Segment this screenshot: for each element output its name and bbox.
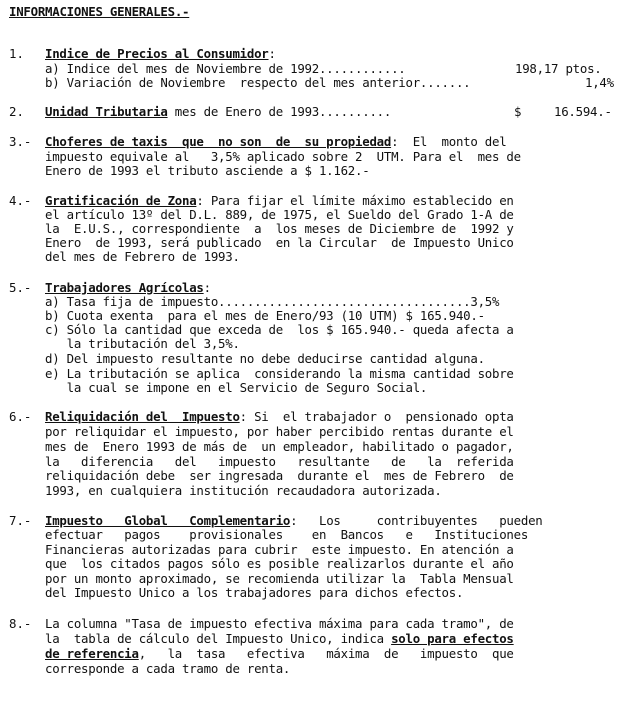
section-4-line-5: del mes de Febrero de 1993. [45,249,240,264]
section-7-line-5: por un monto aproximado, se recomienda utilizar la Tabla Mensual [45,571,514,586]
section-7-heading: Impuesto Global Complementario [45,513,291,528]
section-5-colon: : [203,280,211,295]
section-8-line-2-text: la tabla de cálculo del Impuesto Unico, indica [45,631,392,646]
section-6-line-3: mes de Enero 1993 de más de un empleador, habilitado o pagador, [45,439,514,454]
section-8-line-1: La columna "Tasa de impuesto efectiva máxima para cada tramo", de [45,616,514,631]
section-7-line-1-rest: : Los contribuyentes pueden [290,513,543,528]
section-4-line-3: la E.U.S., correspondiente a los meses de Diciembre de 1992 y [45,221,514,236]
section-5-heading-line [45,281,211,295]
section-8-line-3 [45,647,514,661]
section-5-item-e-line-2: la cual se impone en el Servicio de Seguro Social. [45,380,428,395]
section-5-item-b: b) Cuota exenta para el mes de Enero/93 (10 UTM) $ 165.940.- [45,308,485,323]
section-1-colon: : [268,46,276,61]
section-8-emphasis-1: solo para efectos [391,631,514,646]
section-1-item-b-label: b) Variación de Noviembre respecto del mes anterior....... [45,75,471,90]
section-6-line-4: la diferencia del impuesto resultante de la referida [45,454,514,469]
section-3-number: 3.- [9,134,32,149]
section-7-line-3: Financieras autorizadas para cubrir este impuesto. En atención a [45,542,514,557]
section-6-heading: Reliquidación del Impuesto [45,409,240,424]
section-4-number: 4.- [9,193,32,208]
section-7-line-2: efectuar pagos provisionales en Bancos e Instituciones [45,527,529,542]
section-4-line-4: Enero de 1993, será publicado en la Circular de Impuesto Unico [45,235,514,250]
section-6-number: 6.- [9,409,32,424]
section-2-heading: Unidad Tributaria [45,104,168,119]
section-6-line-5: reliquidación debe ser ingresada durante el mes de Febrero de [45,468,514,483]
section-5-item-c-line-1: c) Sólo la cantidad que exceda de los $ 165.940.- queda afecta a [45,322,514,337]
section-6-line-1-rest: : Si el trabajador o pensionado opta [239,409,514,424]
section-5-heading: Trabajadores Agrícolas [45,280,204,295]
section-1-item-a-value: 198,17 ptos. [515,61,602,76]
section-1-item-a-label: a) Indice del mes de Noviembre de 1992............ [45,61,406,76]
section-7-line-4: que los citados pagos sólo es posible realizarlos durante el año [45,556,514,571]
section-7-line-6: del Impuesto Unico a los trabajadores para dichos efectos. [45,585,464,600]
section-4-line-1-rest: : Para fijar el límite máximo establecido en [196,193,514,208]
section-8-line-3-rest: , la tasa efectiva máxima de impuesto que [138,646,514,661]
section-7-line-1 [45,514,542,528]
section-8-line-4: corresponde a cada tramo de renta. [45,661,291,676]
section-4-heading: Gratificación de Zona [45,193,197,208]
document-title: INFORMACIONES GENERALES.- [9,4,190,19]
section-6-line-1 [45,410,514,424]
section-3-line-3: Enero de 1993 el tributo asciende a $ 1.162.- [45,163,370,178]
section-2-number: 2. [9,104,24,119]
section-2-currency: $ [514,104,522,119]
section-3-line-1-rest: : El monto del [391,134,507,149]
section-2-text: mes de Enero de 1993.......... [167,104,392,119]
section-2-line [45,105,391,119]
section-3-heading: Choferes de taxis que no son de su propiedad [45,134,392,149]
section-1-heading-line [45,47,276,61]
section-5-number: 5.- [9,280,32,295]
section-1-heading: Indice de Precios al Consumidor [45,46,269,61]
section-6-line-6: 1993, en cualquiera institución recaudadora autorizada. [45,483,442,498]
section-5-item-c-line-2: la tributación del 3,5%. [45,336,240,351]
section-5-item-e-line-1: e) La tributación se aplica considerando la misma cantidad sobre [45,366,514,381]
section-5-item-a: a) Tasa fija de impuesto...................................3,5% [45,294,500,309]
section-7-number: 7.- [9,513,32,528]
section-5-item-d: d) Del impuesto resultante no debe deducirse cantidad alguna. [45,351,485,366]
section-3-line-2: impuesto equivale al 3,5% aplicado sobre 2 UTM. Para el mes de [45,149,521,164]
section-6-line-2: por reliquidar el impuesto, por haber percibido rentas durante el [45,424,514,439]
section-8-number: 8.- [9,616,32,631]
section-4-line-1 [45,194,514,208]
section-8-emphasis-2: de referencia [45,646,139,661]
section-2-value: 16.594.- [554,104,612,119]
section-1-item-b-value: 1,4% [585,75,614,90]
section-1-number: 1. [9,46,24,61]
section-3-line-1 [45,135,506,149]
section-4-line-2: el artículo 13º del D.L. 889, de 1975, el Sueldo del Grado 1-A de [45,207,514,222]
section-8-line-2 [45,632,514,646]
